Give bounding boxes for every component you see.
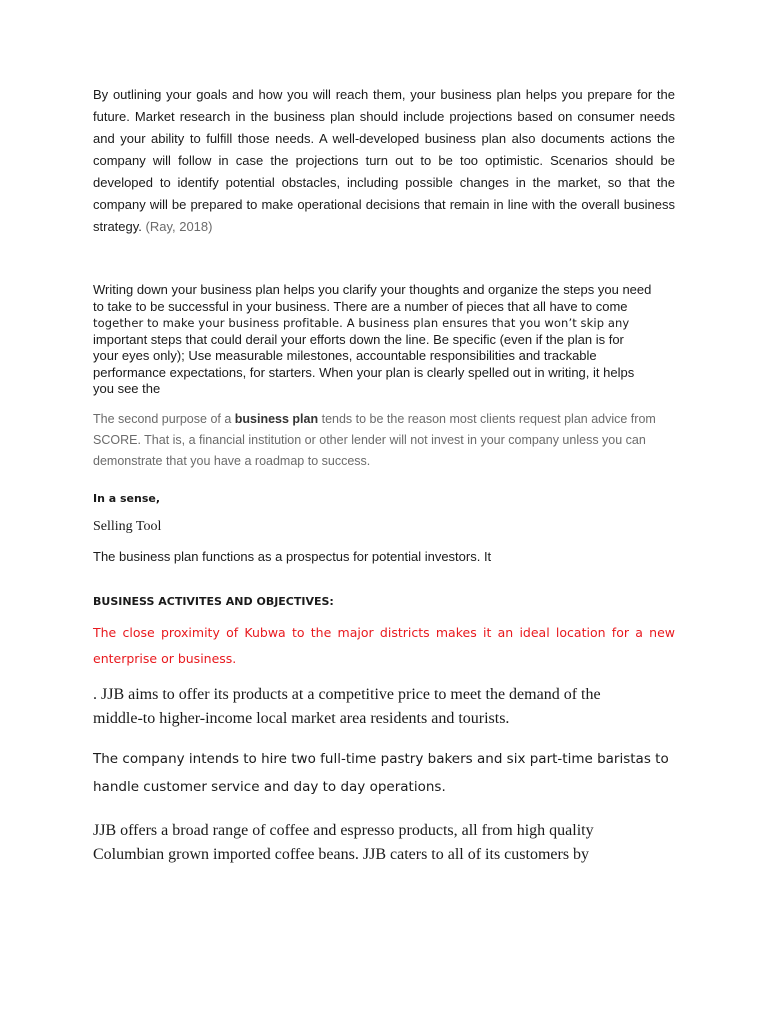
paragraph-line: . JJB aims to offer its products at a competitive price to meet the demand of the	[93, 685, 601, 703]
second-purpose-lead: The second purpose of a	[93, 411, 235, 426]
selling-tool-heading: Selling Tool	[93, 518, 162, 534]
paragraph-goals-text: By outlining your goals and how you will reach them, your business plan helps you prepare for the future. Market research in the business plan should include projections based on consumer needs and your ability to fulfill those needs. A well-developed business plan also documents actions the company will follow in case the projections turn out to be too optimistic. Scenarios should be developed to identify potential obstacles, including possible changes in the market, so that the company will be prepared to make operational decisions that remain in line with the overall business strategy.	[93, 87, 675, 234]
red-paragraph-kubwa: The close proximity of Kubwa to the major districts makes it an ideal location for a new enterprise or business.	[93, 624, 675, 666]
business-plan-bold: business plan	[234, 411, 319, 426]
paragraph-line: to take to be successful in your business. There are a number of pieces that all have to come	[93, 298, 628, 314]
paragraph-jjb-price	[93, 683, 675, 732]
paragraph-jjb-offers	[93, 819, 675, 868]
paragraph-line: JJB offers a broad range of coffee and espresso products, all from high quality	[93, 821, 594, 839]
citation-ray-2018: (Ray, 2018)	[145, 219, 213, 234]
second-purpose-rest: tends to be the reason most clients request plan advice from SCORE. That is, a financial institution or other lender will not invest in your company unless you can demonstrate that you have a roadmap to success.	[93, 411, 656, 468]
paragraph-line: Columbian grown imported coffee beans. JJB caters to all of its customers by	[93, 846, 590, 863]
paragraph-line: you see the	[93, 381, 161, 396]
paragraph-line: middle-to higher-income local market area residents and tourists.	[93, 710, 510, 727]
paragraph-line: together to make your business profitable. A business plan ensures that you won’t skip any	[93, 316, 630, 330]
paragraph-line: your eyes only); Use measurable milestones, accountable responsibilities and trackable	[93, 348, 597, 363]
paragraph-line: important steps that could derail your efforts down the line. Be specific (even if the plan is for	[93, 331, 624, 347]
paragraph-business-plan-goals	[93, 84, 675, 238]
section-heading-business-activities: BUSINESS ACTIVITES AND OBJECTIVES:	[93, 594, 334, 608]
prospectus-line: The business plan functions as a prospectus for potential investors. It	[93, 548, 492, 564]
document-page	[93, 84, 675, 868]
paragraph-company-hire: The company intends to hire two full-time pastry bakers and six part-time baristas to handle customer service and day to day operations.	[93, 750, 669, 795]
paragraph-line: performance expectations, for starters. When your plan is clearly spelled out in writing, it helps	[93, 364, 635, 380]
paragraph-line: Writing down your business plan helps you clarify your thoughts and organize the steps you need	[93, 282, 652, 297]
paragraph-second-purpose	[93, 409, 675, 472]
in-a-sense-label: In a sense,	[93, 491, 161, 505]
paragraph-writing-down-plan	[93, 282, 675, 398]
